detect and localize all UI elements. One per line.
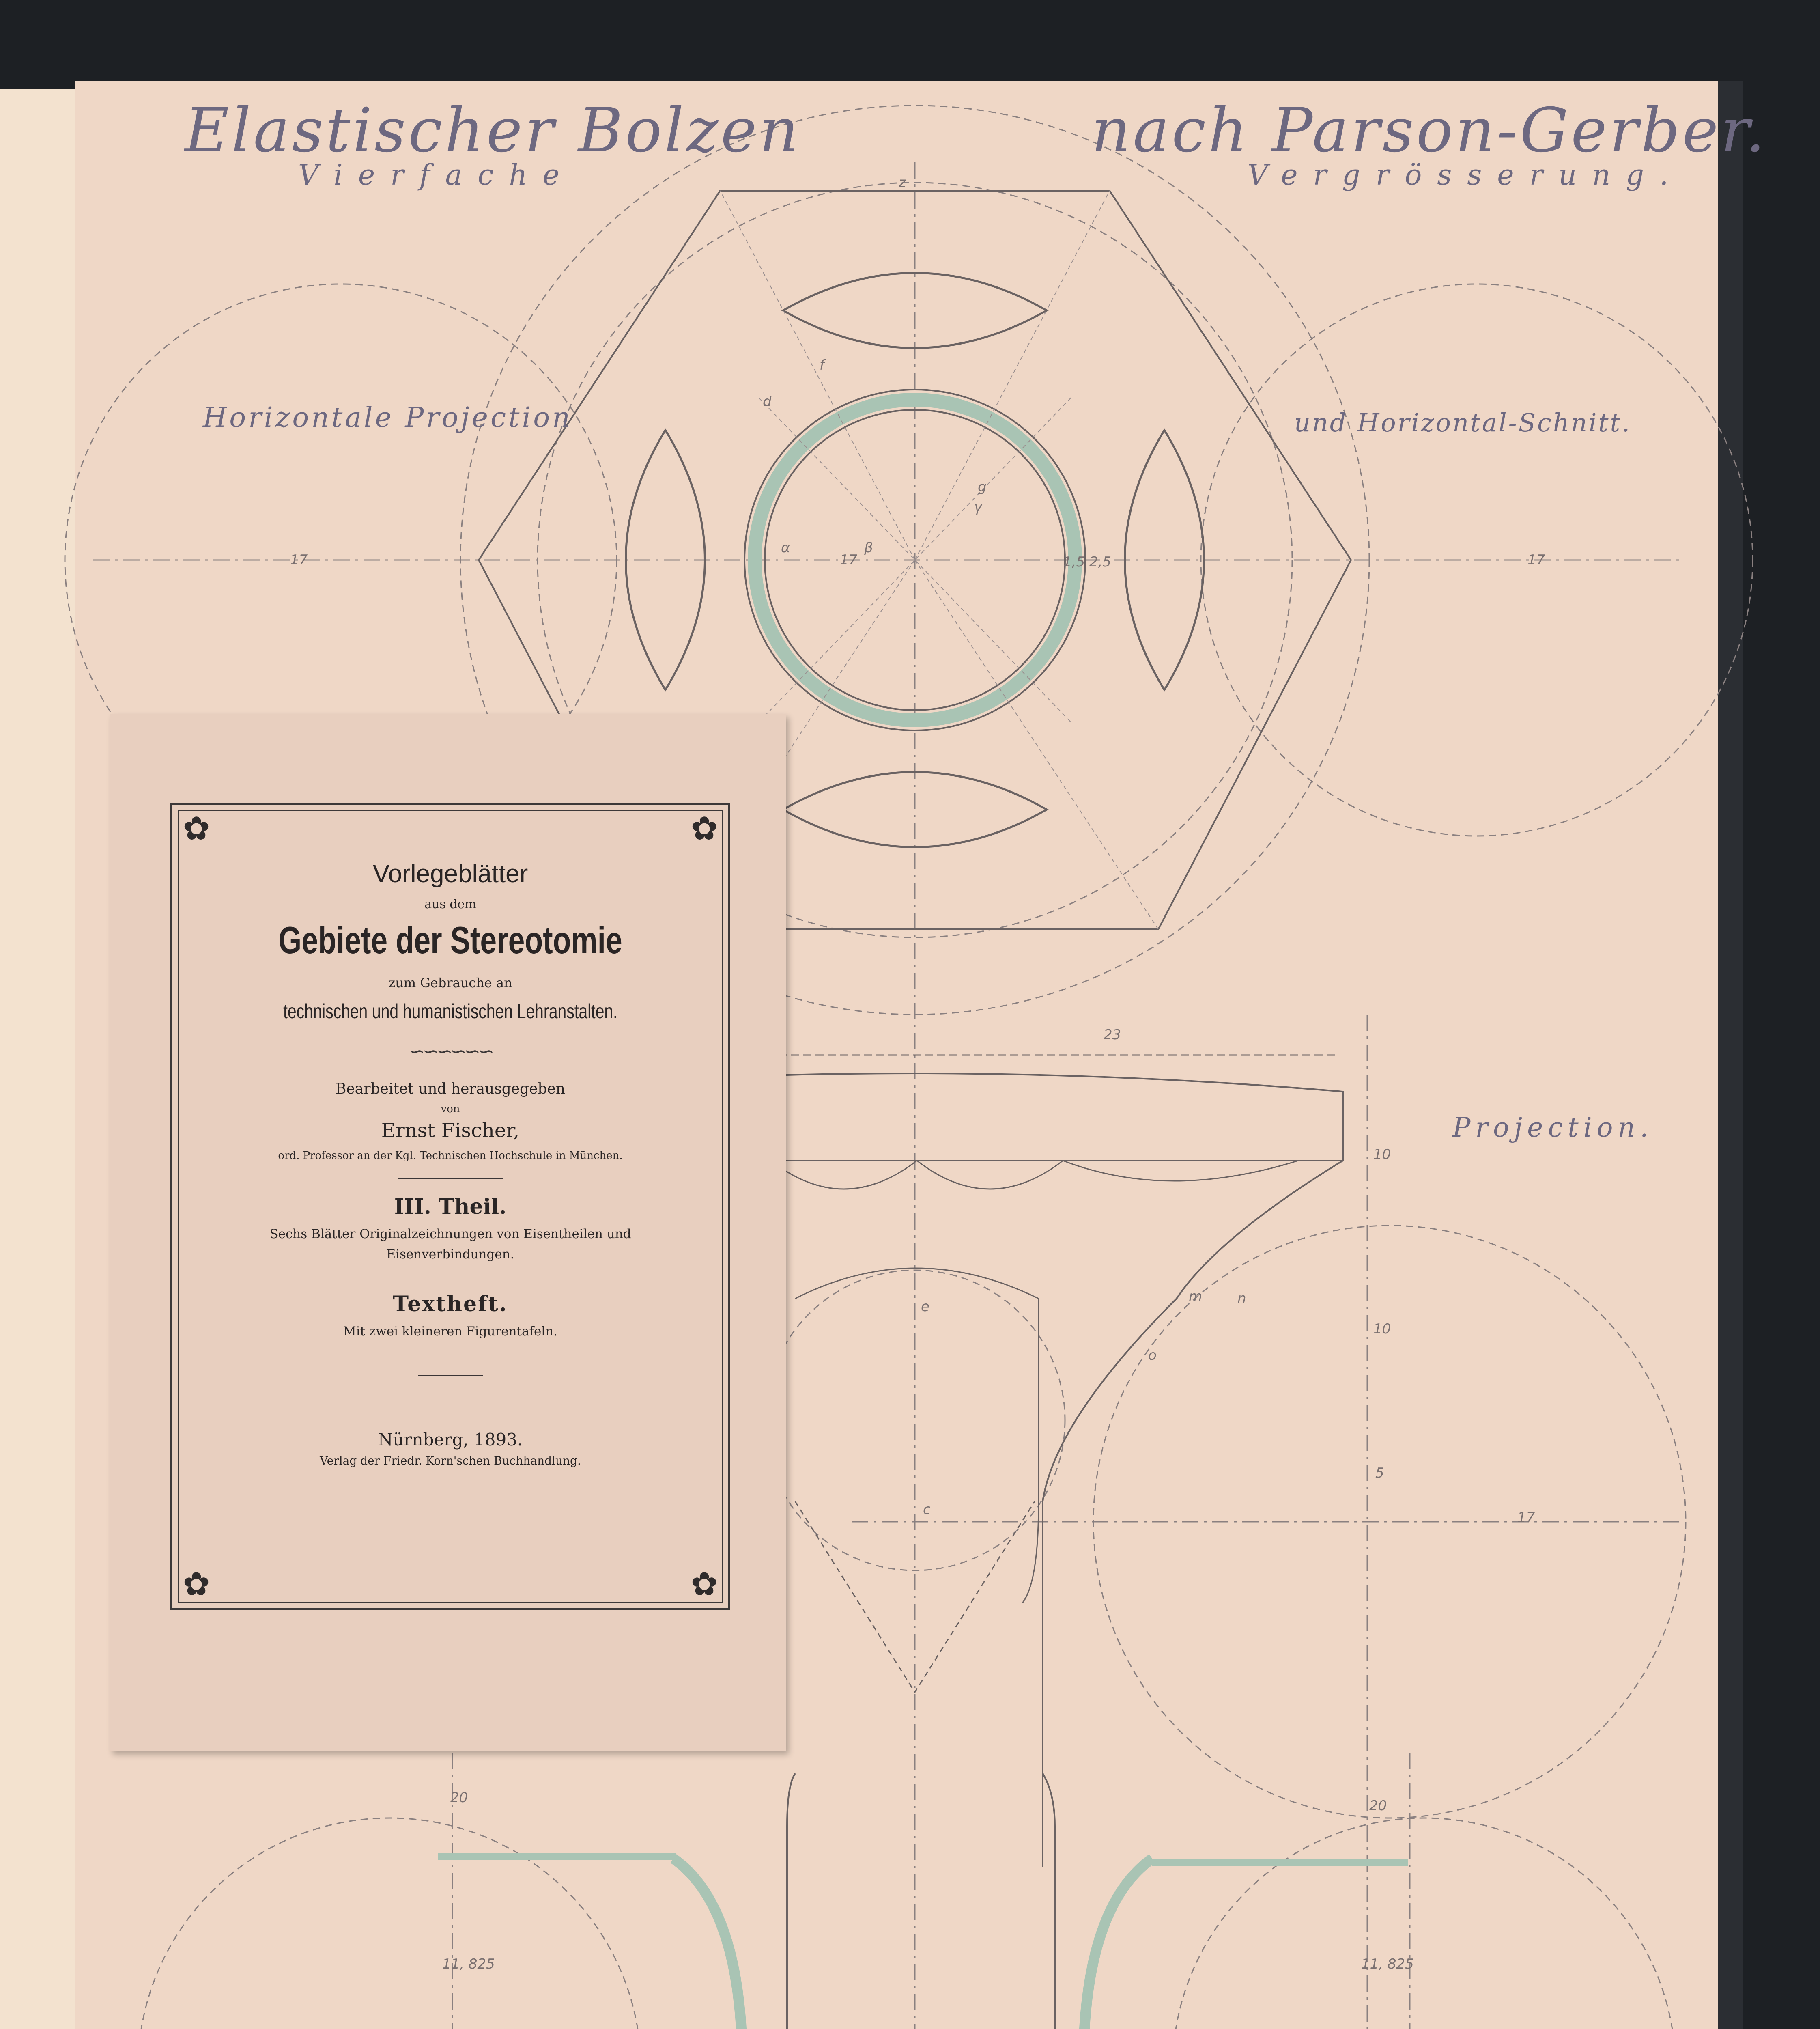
shaft-section-left — [673, 1859, 742, 2029]
label-horizontal-cut: und Horizontal-Schnitt. — [1294, 408, 1632, 437]
plate-subtitle-right: Vergrösserung. — [1248, 158, 1684, 192]
plate-title-left: Elastischer Bolzen — [185, 95, 801, 166]
dim-23: 23 — [1104, 1027, 1121, 1043]
dim-11-825: 11, 825 — [442, 1956, 495, 1972]
label-horizontal-projection: Horizontale Projection — [203, 402, 572, 434]
dim-11-825: 11, 825 — [1361, 1956, 1414, 1972]
point-d: d — [763, 394, 772, 410]
corner-ornament-icon: ✿ — [691, 1565, 718, 1603]
pamphlet-frame — [170, 803, 730, 1610]
point-gamma: γ — [974, 499, 982, 515]
dim-1-5-2-5: 1,5 2,5 — [1063, 554, 1111, 570]
pamphlet-place-year: Nürnberg, 1893. — [378, 1430, 523, 1450]
pamphlet-author: Ernst Fischer, — [381, 1119, 520, 1142]
dim-17: 17 — [290, 552, 308, 568]
point-e: e — [921, 1299, 929, 1315]
pamphlet-text-head: Textheft. — [393, 1292, 508, 1316]
pamphlet-title-3: Gebiete der Stereotomie — [278, 919, 622, 961]
construction-circle — [138, 1818, 641, 2029]
pamphlet-part: III. Theil. — [394, 1194, 507, 1219]
pamphlet-title-1: Vorlegeblätter — [372, 860, 528, 888]
divider-ornament-icon: ∽∽∽∽∽∽ — [409, 1040, 492, 1063]
pamphlet-line-1: Bearbeitet und herausgegeben — [336, 1081, 565, 1097]
dim-20: 20 — [450, 1790, 468, 1806]
pamphlet-author-desc: ord. Professor an der Kgl. Technischen Hochschule in München. — [278, 1150, 623, 1162]
dim-20: 20 — [1369, 1798, 1387, 1814]
point-o: o — [1148, 1347, 1157, 1363]
pamphlet-line-2: von — [441, 1103, 460, 1115]
corner-ornament-icon: ✿ — [691, 810, 718, 847]
pamphlet-cover — [110, 714, 786, 1751]
point-n: n — [1237, 1290, 1246, 1307]
point-m: m — [1189, 1288, 1203, 1305]
point-g: g — [978, 479, 987, 495]
dim-10: 10 — [1373, 1321, 1391, 1337]
shaft-outline — [787, 1773, 1055, 2029]
pamphlet-part-desc-1: Sechs Blätter Originalzeichnungen von Eisentheilen und — [269, 1227, 631, 1241]
corner-ornament-icon: ✿ — [183, 810, 210, 847]
pamphlet-part-desc-2: Eisenverbindungen. — [386, 1247, 514, 1262]
neck-right — [1043, 1161, 1343, 1867]
point-z: z — [899, 174, 906, 191]
dim-10: 10 — [1373, 1146, 1391, 1163]
head-outline — [771, 1073, 1343, 1161]
pamphlet-publisher: Verlag der Friedr. Korn'schen Buchhandlung. — [320, 1454, 581, 1467]
pamphlet-title-2: aus dem — [424, 897, 476, 911]
point-beta: β — [864, 540, 873, 556]
divider-rule — [398, 1178, 503, 1179]
point-c: c — [923, 1501, 931, 1518]
dim-17: 17 — [1517, 1510, 1535, 1526]
dim-5: 5 — [1375, 1465, 1384, 1481]
point-f: f — [820, 357, 824, 373]
plate-title-right: nach Parson-Gerber. — [1091, 95, 1768, 166]
point-alpha: α — [781, 540, 790, 556]
dim-17: 17 — [1527, 552, 1545, 568]
plate-subtitle-left: Vierfache — [298, 158, 575, 192]
pamphlet-title-5: technischen und humanistischen Lehranstalten. — [283, 1000, 617, 1023]
shaft-section-right — [1083, 1859, 1152, 2029]
construction-circle — [1172, 1818, 1676, 2029]
pamphlet-text-desc: Mit zwei kleineren Figurentafeln. — [343, 1324, 558, 1339]
label-projection: Projection. — [1452, 1112, 1654, 1143]
pamphlet-title-4: zum Gebrauche an — [388, 975, 512, 991]
dim-17: 17 — [840, 552, 858, 568]
divider-rule — [418, 1375, 483, 1376]
corner-ornament-icon: ✿ — [183, 1565, 210, 1603]
head-arcs — [771, 1161, 1298, 1189]
